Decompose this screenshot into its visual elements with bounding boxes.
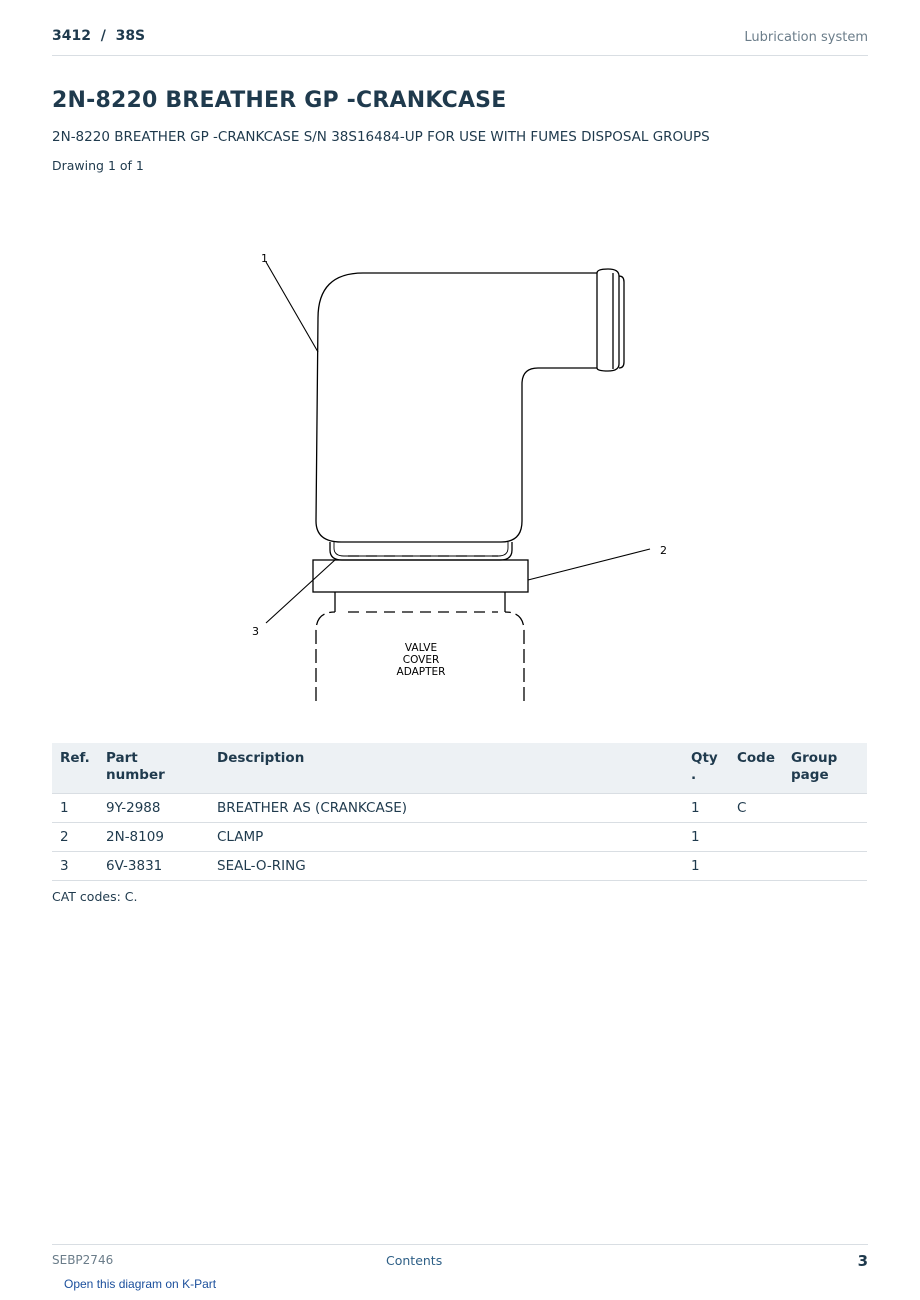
col-header-ref: Ref. [52,743,98,794]
col-header-group-page: Group page [783,743,867,794]
model-label: 3412 / 38S [52,28,146,44]
cell-group-page [783,794,867,823]
col-header-description: Description [209,743,683,794]
adapter-left-side [316,612,335,701]
cell-ref: 1 [52,794,98,823]
cell-code: C [729,794,783,823]
adapter-label-line-2: COVER [402,654,440,666]
open-kpart-link[interactable]: Open this diagram on K-Part [64,1277,217,1291]
cell-qty: 1 [683,794,729,823]
page-number: 3 [857,1252,868,1270]
cell-code [729,852,783,881]
clamp-outline [313,560,528,592]
outlet-flange-edge [619,276,624,368]
footer-divider [52,1244,868,1245]
table-row [52,794,867,823]
cell-part-number: 6V-3831 [98,852,209,881]
cell-part-number: 9Y-2988 [98,794,209,823]
section-label: Lubrication system [744,30,868,45]
contents-link[interactable]: Contents [386,1253,443,1268]
col-header-code: Code [729,743,783,794]
leader-line-3 [266,559,336,623]
cell-group-page [783,852,867,881]
cat-codes-note: CAT codes: C. [52,889,138,904]
adapter-right-side [505,612,524,701]
diagram-svg [230,196,690,706]
table-row [52,823,867,852]
callout-2: 2 [660,544,667,557]
table-header-row [52,743,867,794]
page-subtitle: 2N-8220 BREATHER GP -CRANKCASE S/N 38S16484-UP FOR USE WITH FUMES DISPOSAL GROUPS [52,129,710,145]
callout-3: 3 [252,625,259,638]
leader-line-2 [528,549,650,580]
cell-qty: 1 [683,823,729,852]
page-title: 2N-8220 BREATHER GP -CRANKCASE [52,88,507,113]
adapter-label-line-1: VALVE [404,642,438,654]
drawing-count: Drawing 1 of 1 [52,158,144,173]
col-header-part-number: Part number [98,743,209,794]
table-row [52,852,867,881]
parts-table [52,743,867,881]
outlet-flange [597,269,619,371]
page-header [52,28,868,56]
cell-description: CLAMP [209,823,683,852]
breather-body-outline [316,273,597,542]
cell-code [729,823,783,852]
cell-qty: 1 [683,852,729,881]
leader-line-1 [266,262,318,352]
cell-ref: 2 [52,823,98,852]
cell-description: SEAL-O-RING [209,852,683,881]
cell-ref: 3 [52,852,98,881]
document-id: SEBP2746 [52,1253,114,1267]
callout-1: 1 [261,252,268,265]
col-header-qty: Qty . [683,743,729,794]
seal-ring [330,542,512,560]
cell-part-number: 2N-8109 [98,823,209,852]
adapter-label-line-3: ADAPTER [396,666,446,678]
cell-description: BREATHER AS (CRANKCASE) [209,794,683,823]
cell-group-page [783,823,867,852]
parts-diagram [230,196,690,706]
